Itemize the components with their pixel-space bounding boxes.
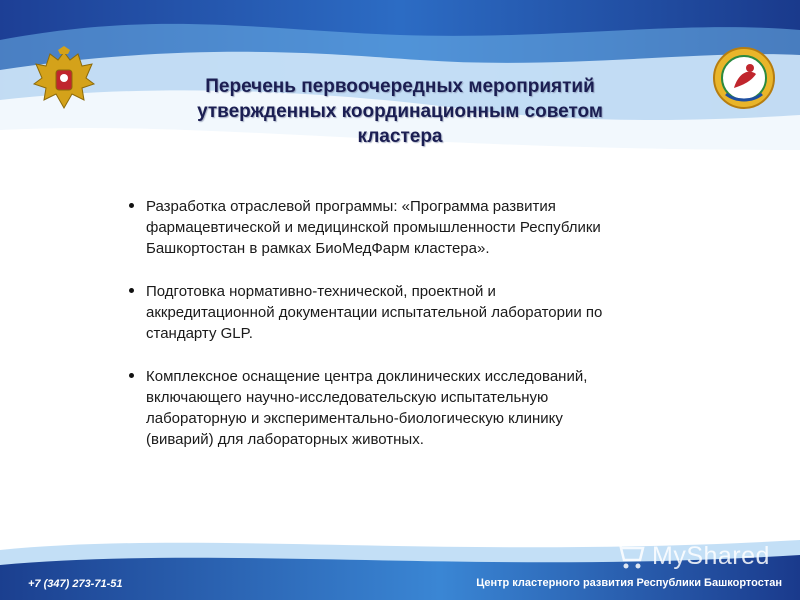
- bullet-line: фармацевтической и медицинской промышленности Республики: [146, 219, 601, 236]
- footer-organization: Центр кластерного развития Республики Башкортостан: [476, 577, 782, 589]
- russia-coat-of-arms-icon: [28, 44, 100, 116]
- bullet-dot-icon: [129, 373, 134, 378]
- bullet-text: [146, 281, 704, 344]
- bullet-dot-icon: [129, 288, 134, 293]
- title-line: кластера: [357, 126, 443, 147]
- bullet-item: [124, 281, 704, 344]
- bullet-line: лабораторную и экспериментально-биологическую клинику: [146, 410, 563, 427]
- title-line: утвержденных координационным советом: [197, 101, 603, 122]
- bullet-dot-icon: [129, 203, 134, 208]
- bullet-text: [146, 366, 704, 450]
- slide-title: [130, 74, 670, 149]
- bullet-line: Комплексное оснащение центра доклинических исследований,: [146, 368, 588, 385]
- bullet-line: Башкортостан в рамках БиоМедФарм кластера».: [146, 240, 490, 257]
- bullet-line: (виварий) для лабораторных животных.: [146, 431, 424, 448]
- bullet-line: Разработка отраслевой программы: «Программа развития: [146, 198, 556, 215]
- bashkortostan-coat-of-arms-icon: [712, 44, 776, 112]
- bullet-item: [124, 196, 704, 259]
- bullet-line: включающего научно-исследовательскую испытательную: [146, 389, 549, 406]
- bullet-item: [124, 366, 704, 450]
- cart-icon: [612, 540, 646, 572]
- bullet-list: [124, 196, 704, 472]
- bullet-line: Подготовка нормативно-технической, проектной и: [146, 283, 496, 300]
- bullet-line: аккредитационной документации испытательной лаборатории по: [146, 304, 603, 321]
- watermark: [612, 536, 782, 576]
- watermark-text: MyShared: [652, 541, 770, 570]
- footer-phone: +7 (347) 273-71-51: [28, 578, 123, 590]
- title-line: Перечень первоочередных мероприятий: [205, 76, 595, 97]
- bullet-line: стандарту GLP.: [146, 325, 253, 342]
- bullet-text: [146, 196, 704, 259]
